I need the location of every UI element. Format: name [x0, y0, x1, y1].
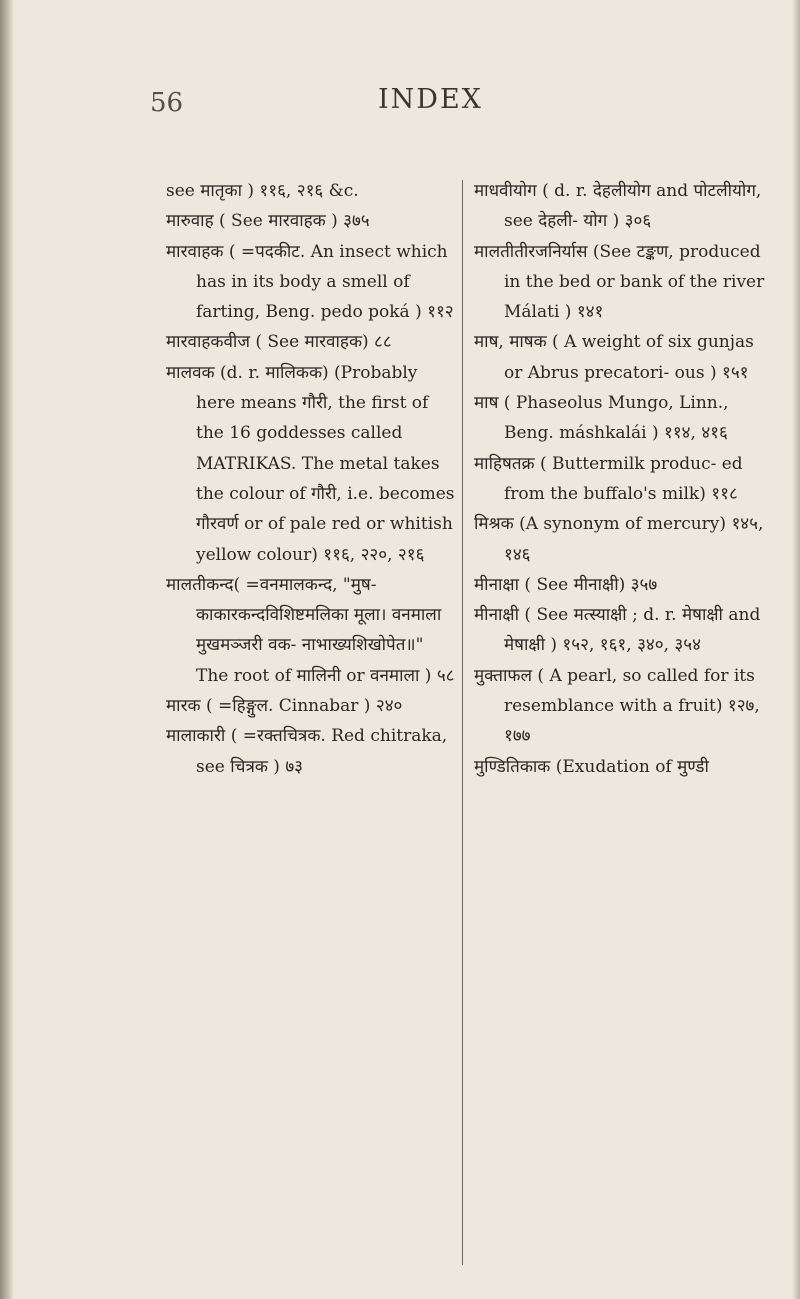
index-entry: माधवीयोग ( d. r. देहलीयोग and पोटलीयोग, see देहली- योग ) ३०६ — [474, 181, 762, 232]
page-number: 56 — [150, 88, 184, 118]
index-entry: माष, माषक ( A weight of six gunjas or Abrus precatori- ous ) १५१ — [474, 332, 754, 383]
running-title: INDEX — [378, 84, 483, 115]
index-entry: मारवाहकवीज ( See मारवाहक) ८८ — [166, 332, 392, 353]
index-entry: मालतीतीरजनिर्यास (See टङ्कण, produced in the bed or bank of the river Málati ) १४१ — [474, 241, 765, 323]
column-divider — [462, 180, 463, 1265]
index-entry: मारुवाह ( See मारवाहक ) ३७५ — [166, 211, 370, 232]
binding-shadow — [0, 0, 14, 1299]
page-edge-shadow — [792, 0, 800, 1299]
index-entry: मीनाक्षा ( See मीनाक्षी) ३५७ — [474, 574, 658, 595]
index-entry: मीनाक्षी ( See मत्स्याक्षी ; d. r. मेषाक्षी and मेषाक्षी ) १५२, १६१, ३४०, ३५४ — [474, 605, 761, 656]
index-entry: मिश्रक (A synonym of mercury) १४५, १४६ — [474, 514, 764, 565]
index-column-right — [474, 176, 774, 782]
index-entry: माष ( Phaseolus Mungo, Linn., Beng. máshkalái ) ११४, ४१६ — [474, 393, 729, 444]
index-entry: मालवक (d. r. मालिकक) (Probably here means गौरी, the first of the 16 goddesses called MATRIKAS. The metal takes the colour of गौरी, i.e. becomes गौरवर्ण or of pale red or whitish yellow colour) ११६, २२०, २१६ — [166, 362, 455, 565]
index-entry: मारवाहक ( =पदकीट. An insect which has in its body a smell of farting, Beng. pedo poká ) ११२ — [166, 241, 454, 323]
index-entry: मुण्डितिकाक (Exudation of मुण्डी — [474, 756, 709, 777]
index-entry: मुक्ताफल ( A pearl, so called for its resemblance with a fruit) १२७, १७७ — [474, 665, 760, 747]
index-entry: see मातृका ) ११६, २१६ &c. — [166, 181, 359, 201]
index-entry: मारक ( =हिङ्गुल. Cinnabar ) २४० — [166, 696, 403, 717]
index-entry: मालतीकन्द( =वनमालकन्द, "मुष- काकारकन्दविशिष्टमलिका मूला। वनमाला मुखमञ्जरी वक- नाभाख्यशिखोपेत॥" The root of मालिनी or वनमाला ) ५८ — [166, 574, 455, 686]
index-column-left — [166, 176, 456, 782]
index-entry: मालाकारी ( =रक्तचित्रक. Red chitraka, see चित्रक ) ७३ — [166, 726, 448, 777]
index-entry: माहिषतक्र ( Buttermilk produc- ed from the buffalo's milk) ११८ — [474, 453, 743, 504]
